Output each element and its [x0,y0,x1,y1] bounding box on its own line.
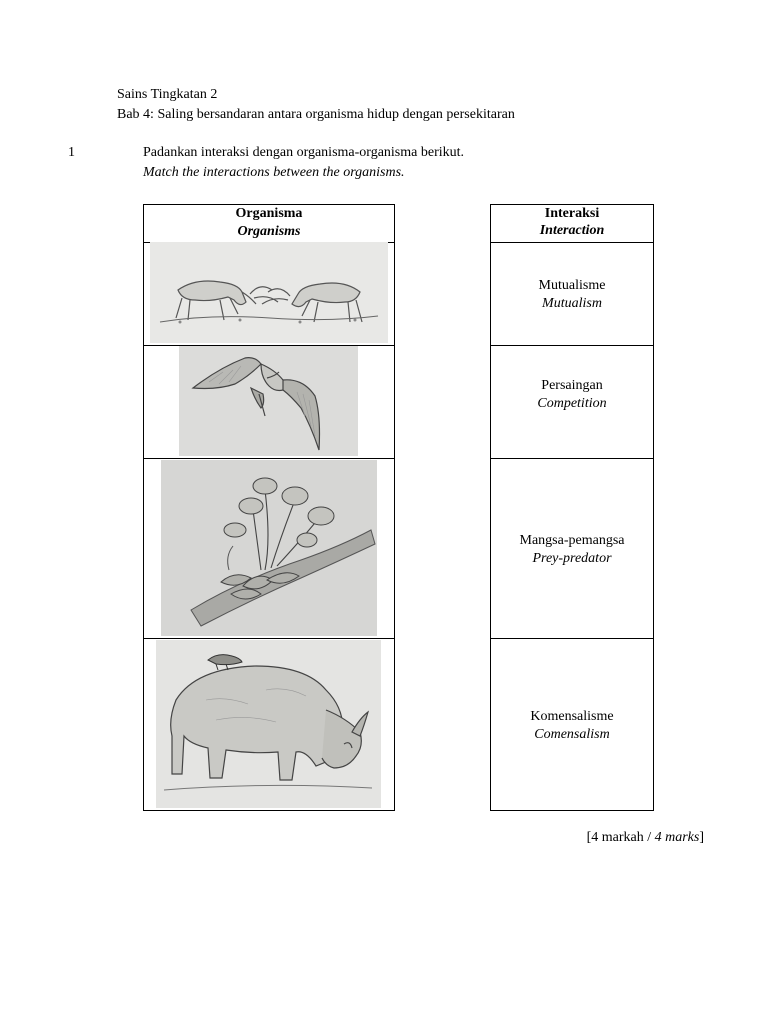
interaction-header-malay: Interaksi [544,206,600,221]
two-deer-fighting-illustration [150,242,388,343]
row-divider [490,638,654,639]
interaction-commensalism-malay: Komensalisme [530,709,614,724]
rhinoceros-with-bird-illustration [156,640,381,808]
eagle-catching-fish-illustration [179,346,358,456]
interaction-mutualism-malay: Mutualisme [538,278,606,293]
interaction-prey-predator-malay: Mangsa-pemangsa [519,533,625,548]
marks-english: 4 marks [654,830,700,845]
interaction-table [490,204,654,811]
marks-close: ] [699,830,704,845]
row-divider [490,458,654,459]
chapter-title: Bab 4: Saling bersandaran antara organisma hidup dengan persekitaran [117,107,515,122]
row-divider [490,345,654,346]
instruction-english: Match the interactions between the organisms. [143,165,405,180]
subject-title: Sains Tingkatan 2 [117,87,218,102]
interaction-mutualism-english: Mutualism [542,296,602,311]
instruction-malay: Padankan interaksi dengan organisma-organisma berikut. [143,145,465,160]
interaction-commensalism-english: Comensalism [534,727,610,742]
interaction-competition-english: Competition [537,396,607,411]
interaction-header-english: Interaction [539,223,605,238]
row-divider [143,638,395,639]
organisms-header-malay: Organisma [235,206,303,221]
marks-open: [4 markah / [586,830,655,845]
interaction-competition-malay: Persaingan [541,378,603,393]
marks-label [587,830,704,846]
orchid-on-tree-branch-illustration [161,460,377,636]
organisms-header-english: Organisms [237,224,301,239]
interaction-prey-predator-english: Prey-predator [532,551,612,566]
row-divider [490,242,654,243]
row-divider [143,458,395,459]
question-number: 1 [68,145,75,160]
